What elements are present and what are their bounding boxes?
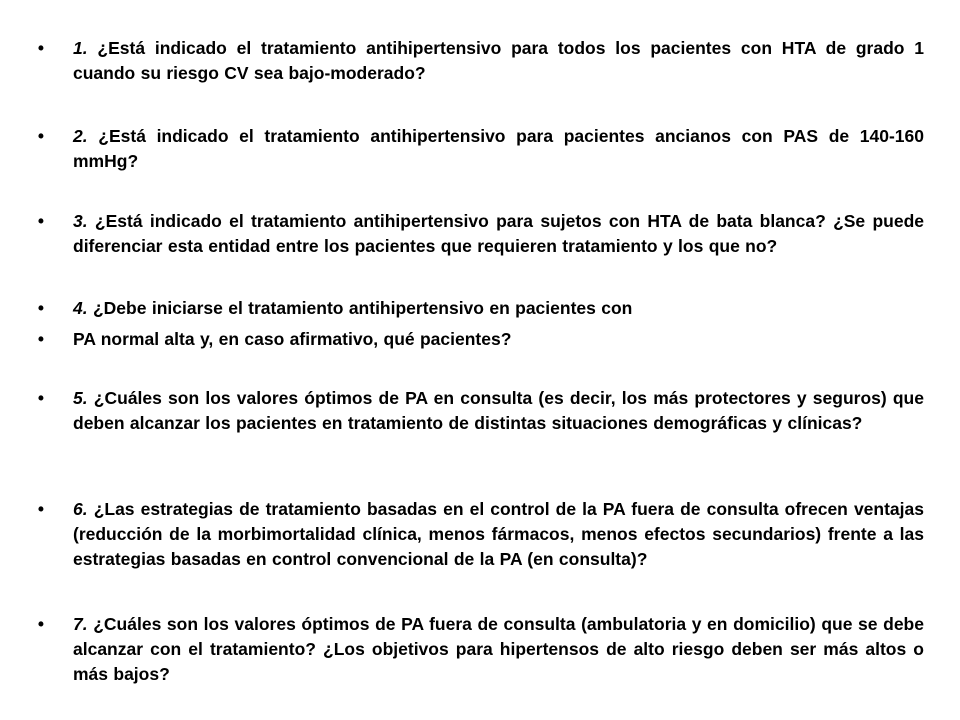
question-item-7 [34, 612, 924, 687]
question-number: 2. [73, 126, 88, 146]
question-text-block [73, 497, 924, 572]
question-text: ¿Debe iniciarse el tratamiento antihipertensivo en pacientes con [92, 298, 633, 318]
question-text: ¿Está indicado el tratamiento antihipertensivo para pacientes ancianos con PAS de 140-160 mmHg? [73, 126, 924, 171]
question-item-2 [34, 124, 924, 174]
bullet-icon: • [37, 298, 45, 318]
bullet-icon: • [37, 388, 45, 408]
question-number: 5. [73, 388, 88, 408]
question-item-4-continued [34, 327, 924, 352]
question-text: ¿Cuáles son los valores óptimos de PA fuera de consulta (ambulatoria y en domicilio) que se debe alcanzar con el tratamiento? ¿Los objetivos para hipertensos de alto riesgo deben ser más altos o más bajos? [73, 614, 924, 684]
question-text-block [73, 36, 924, 86]
bullet-icon: • [37, 499, 45, 519]
question-text-block [73, 327, 924, 352]
bullet-icon: • [37, 329, 45, 349]
question-item-1 [34, 36, 924, 86]
question-number: 4. [73, 298, 88, 318]
question-text-block [73, 612, 924, 687]
question-item-6 [34, 497, 924, 572]
question-number: 1. [73, 38, 88, 58]
question-text: ¿Está indicado el tratamiento antihipertensivo para sujetos con HTA de bata blanca? ¿Se puede diferenciar esta entidad entre los pacientes que requieren tratamiento y los que no? [73, 211, 924, 256]
question-number: 6. [73, 499, 88, 519]
question-text: ¿Cuáles son los valores óptimos de PA en consulta (es decir, los más protectores y seguros) que deben alcanzar los pacientes en tratamiento de distintas situaciones demográficas y clínicas? [73, 388, 924, 433]
question-number: 7. [73, 614, 88, 634]
question-text: ¿Las estrategias de tratamiento basadas en el control de la PA fuera de consulta ofrecen ventajas (reducción de la morbimortalidad clínica, menos fármacos, menos efectos secundarios) frente a las estrategias basadas en control convencional de la PA (en consulta)? [73, 499, 924, 569]
question-text-block [73, 386, 924, 436]
question-text: ¿Está indicado el tratamiento antihipertensivo para todos los pacientes con HTA de grado 1 cuando su riesgo CV sea bajo-moderado? [73, 38, 924, 83]
question-text-block [73, 209, 924, 259]
question-item-3 [34, 209, 924, 259]
question-item-4 [34, 296, 924, 321]
bullet-icon: • [37, 211, 45, 231]
question-text-block [73, 124, 924, 174]
bullet-icon: • [37, 614, 45, 634]
bullet-icon: • [37, 38, 45, 58]
question-text: PA normal alta y, en caso afirmativo, qué pacientes? [73, 329, 512, 349]
question-number: 3. [73, 211, 88, 231]
question-item-5 [34, 386, 924, 436]
bullet-icon: • [37, 126, 45, 146]
question-text-block [73, 296, 924, 321]
